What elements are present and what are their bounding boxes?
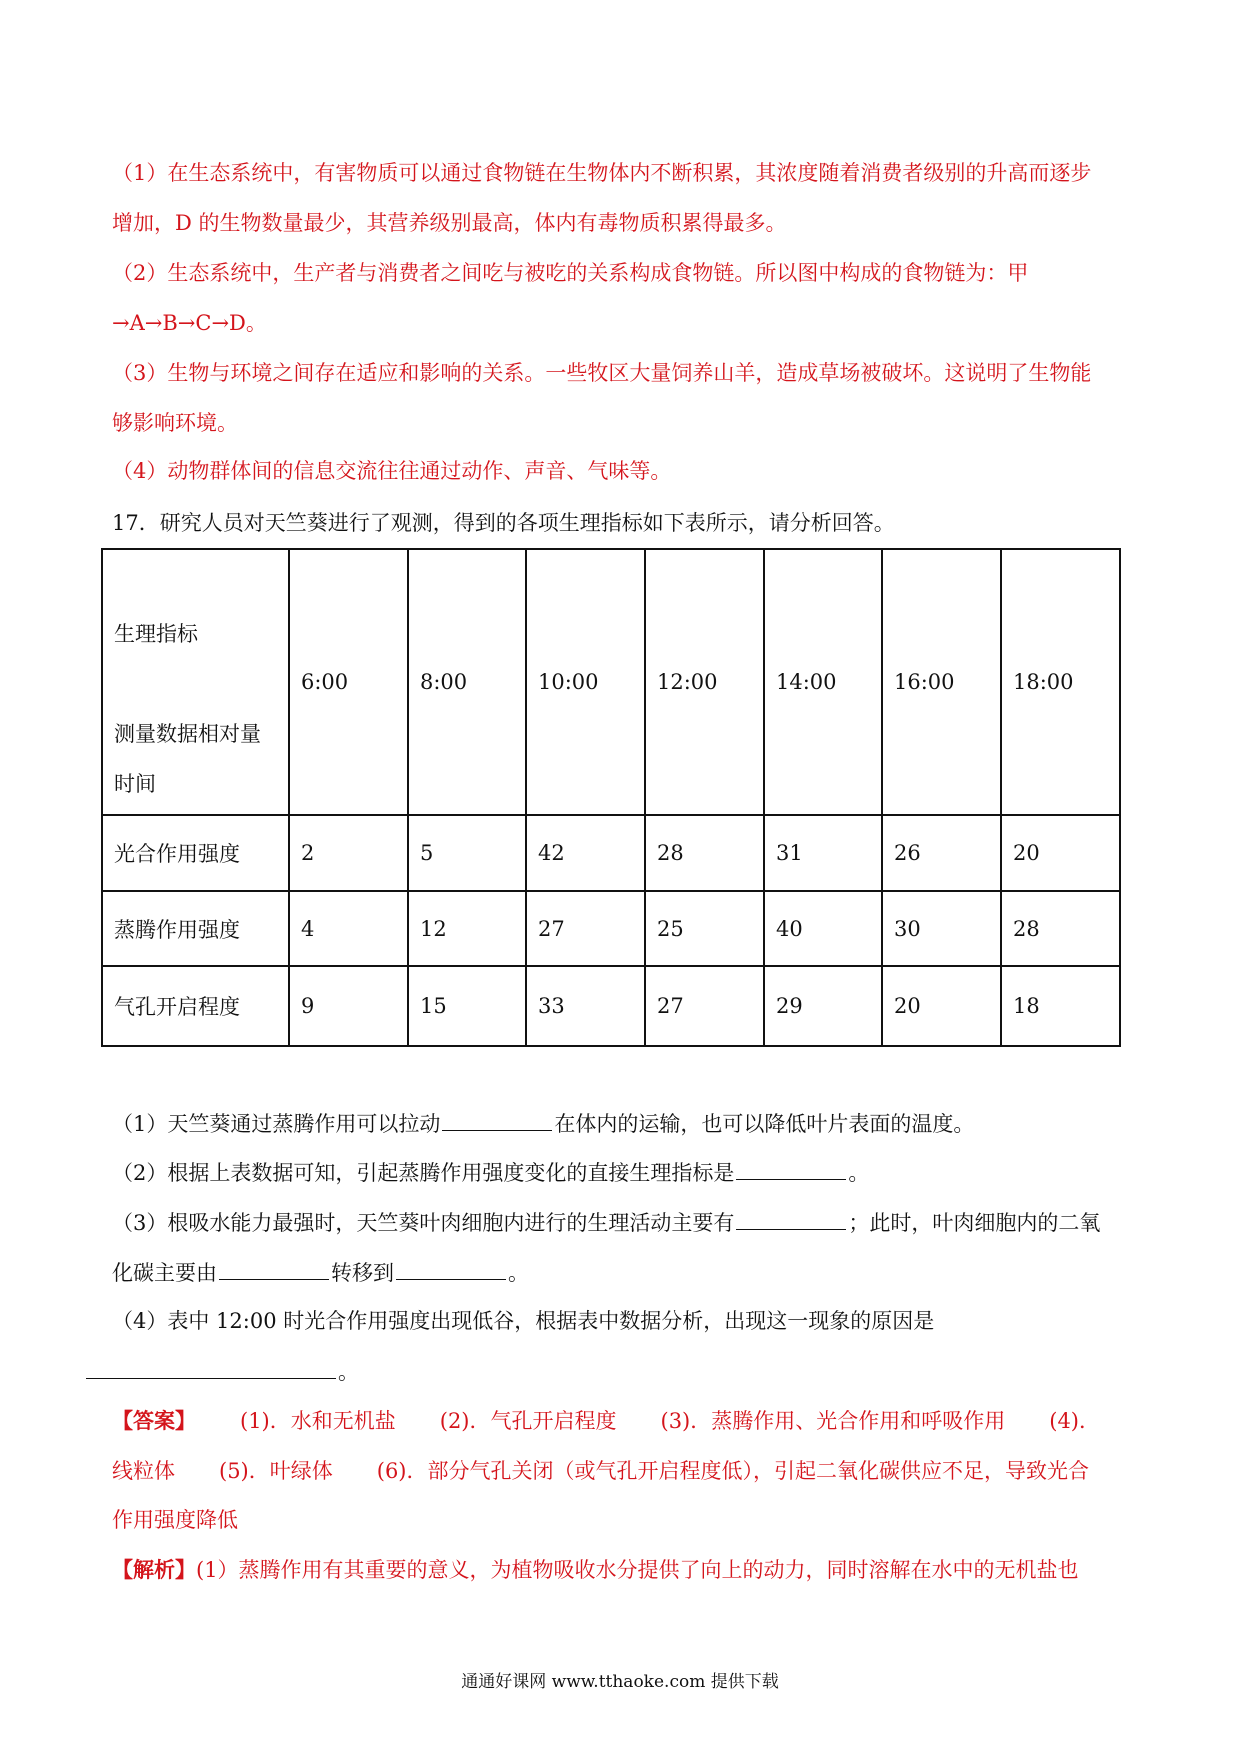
table-cell: 42 (526, 815, 645, 891)
sub-question-4: （4）表中 12:00 时光合作用强度出现低谷，根据表中数据分析，出现这一现象的原因是 (112, 1309, 935, 1333)
table-cell: 4 (289, 891, 408, 966)
analysis-line (112, 1555, 1079, 1585)
answer-block-cont (112, 1456, 1089, 1486)
table-cell: 29 (764, 966, 882, 1046)
table-cell: 20 (1001, 815, 1120, 891)
answer-blank (86, 1356, 336, 1379)
question-text: 。 (848, 1161, 870, 1185)
answer-line: （1）在生态系统中，有害物质可以通过食物链在生物体内不断积累，其浓度随着消费者级别的升高而逐步 (112, 161, 1092, 185)
table-cell: 15 (408, 966, 526, 1046)
table-cell: 33 (526, 966, 645, 1046)
analysis-label: 【解析】 (112, 1557, 196, 1582)
answer-blank (219, 1257, 329, 1280)
answer-line: （3）生物与环境之间存在适应和影响的关系。一些牧区大量饲养山羊，造成草场被破坏。这说明了生物能 (112, 361, 1092, 385)
answer-line: →A→B→C→D。 (112, 311, 267, 335)
row-label: 光合作用强度 (102, 815, 289, 891)
answer-line: 增加，D 的生物数量最少，其营养级别最高，体内有毒物质积累得最多。 (112, 211, 787, 235)
table-cell: 31 (764, 815, 882, 891)
time-header: 12:00 (645, 549, 764, 815)
sub-question-2 (112, 1157, 869, 1188)
analysis-text: (1）蒸腾作用有其重要的意义，为植物吸收水分提供了向上的动力，同时溶解在水中的无机盐也 (196, 1558, 1079, 1582)
question-text: 化碳主要由 (112, 1261, 217, 1285)
table-cell: 26 (882, 815, 1001, 891)
table-header-row (102, 549, 1120, 815)
time-header: 14:00 (764, 549, 882, 815)
page-footer: 通通好课网 www.tthaoke.com 提供下载 (461, 1672, 779, 1692)
question-text: （1）天竺葵通过蒸腾作用可以拉动 (112, 1112, 441, 1136)
answer-item: (2)．气孔开启程度 (439, 1409, 617, 1433)
row-label: 蒸腾作用强度 (102, 891, 289, 966)
time-header: 18:00 (1001, 549, 1120, 815)
table-cell: 12 (408, 891, 526, 966)
answer-block-cont: 作用强度降低 (112, 1508, 238, 1532)
header-label: 生理指标 (114, 622, 198, 646)
table-cell: 5 (408, 815, 526, 891)
sub-question-1 (112, 1108, 974, 1139)
answer-item: (6)．部分气孔关闭（或气孔开启程度低），引起二氧化碳供应不足，导致光合 (376, 1459, 1089, 1483)
table-row (102, 815, 1120, 891)
answer-item: 线粒体 (112, 1459, 175, 1483)
question-text: 。 (338, 1360, 359, 1384)
table-cell: 28 (1001, 891, 1120, 966)
table-cell: 2 (289, 815, 408, 891)
answer-blank (396, 1257, 506, 1280)
question-text: ；此时，叶肉细胞内的二氧 (848, 1211, 1101, 1235)
table-cell: 27 (526, 891, 645, 966)
header-label: 测量数据相对量 (114, 722, 261, 746)
table-row (102, 966, 1120, 1046)
question-text: 在体内的运输，也可以降低叶片表面的温度。 (554, 1112, 975, 1136)
sub-question-4-cont (84, 1356, 359, 1387)
table-cell: 40 (764, 891, 882, 966)
time-header: 16:00 (882, 549, 1001, 815)
table-cell: 25 (645, 891, 764, 966)
time-header: 8:00 (408, 549, 526, 815)
answer-label: 【答案】 (112, 1408, 196, 1433)
table-cell: 27 (645, 966, 764, 1046)
answer-item: (3)．蒸腾作用、光合作用和呼吸作用 (660, 1409, 1006, 1433)
answer-blank (736, 1207, 846, 1230)
time-header: 6:00 (289, 549, 408, 815)
table-cell: 9 (289, 966, 408, 1046)
table-cell: 30 (882, 891, 1001, 966)
time-header: 10:00 (526, 549, 645, 815)
question-stem: 17．研究人员对天竺葵进行了观测，得到的各项生理指标如下表所示，请分析回答。 (112, 511, 895, 535)
answer-block (112, 1406, 1100, 1436)
answer-blank (736, 1157, 846, 1180)
physiology-table (101, 548, 1121, 1047)
header-label: 时间 (114, 772, 156, 796)
question-text: 。 (508, 1261, 529, 1285)
answer-line: （4）动物群体间的信息交流往往通过动作、声音、气味等。 (112, 459, 672, 483)
answer-line: 够影响环境。 (112, 411, 238, 435)
row-label: 气孔开启程度 (102, 966, 289, 1046)
answer-item: (4)． (1049, 1409, 1100, 1433)
table-corner-cell (102, 549, 289, 815)
table-row (102, 891, 1120, 966)
table-cell: 28 (645, 815, 764, 891)
sub-question-3-cont (112, 1257, 529, 1288)
question-text: 转移到 (331, 1261, 394, 1285)
table-cell: 20 (882, 966, 1001, 1046)
answer-blank (442, 1108, 552, 1131)
question-text: （3）根吸水能力最强时，天竺葵叶肉细胞内进行的生理活动主要有 (112, 1211, 735, 1235)
answer-item: (5)．叶绿体 (219, 1459, 333, 1483)
sub-question-3 (112, 1207, 1100, 1238)
answer-item: (1)．水和无机盐 (240, 1409, 396, 1433)
answer-line: （2）生态系统中，生产者与消费者之间吃与被吃的关系构成食物链。所以图中构成的食物链为：甲 (112, 261, 1029, 285)
question-text: （2）根据上表数据可知，引起蒸腾作用强度变化的直接生理指标是 (112, 1161, 735, 1185)
table-cell: 18 (1001, 966, 1120, 1046)
